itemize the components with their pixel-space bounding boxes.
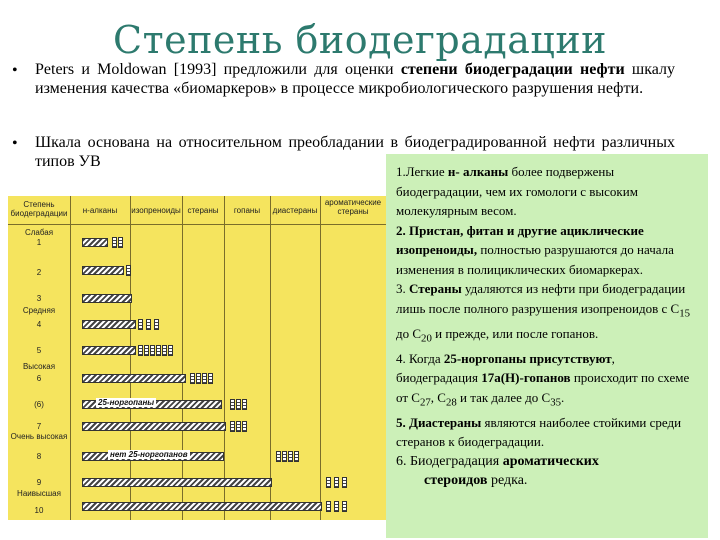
peak-mark bbox=[342, 477, 347, 488]
grid-line bbox=[270, 196, 271, 520]
peak-mark bbox=[126, 265, 131, 276]
peak-mark bbox=[138, 345, 143, 356]
bar-label-no-25-norhopanes: нет 25-норгопанов bbox=[110, 450, 188, 459]
peak-mark bbox=[334, 477, 339, 488]
peak-mark bbox=[190, 373, 195, 384]
peak-mark bbox=[118, 237, 123, 248]
degradation-bar bbox=[82, 320, 136, 329]
row-label-highest: Наивысшая bbox=[17, 489, 61, 498]
grid-line bbox=[70, 196, 71, 520]
row-number: 8 bbox=[36, 452, 42, 461]
peak-mark bbox=[242, 421, 247, 432]
note-4: 4. Когда 25-норгопаны присутствуют, биодеградация 17a(H)-гопанов происходит по схеме от $С_{27}$, $С_{28}$ и так далее до $С_{35}$. bbox=[396, 350, 690, 409]
note-6-cont: стероидов редка. bbox=[424, 473, 528, 489]
row-label-medium: Средняя bbox=[22, 306, 56, 315]
peak-mark bbox=[242, 399, 247, 410]
row-label-weak: Слабая bbox=[24, 228, 54, 237]
peak-mark bbox=[138, 319, 143, 330]
peak-mark bbox=[294, 451, 299, 462]
peak-mark bbox=[144, 345, 149, 356]
peak-mark bbox=[230, 421, 235, 432]
bar-label-25-norhopanes: 25-норгопаны bbox=[98, 398, 155, 407]
bullet-marker: • bbox=[12, 62, 18, 79]
row-number: 6 bbox=[36, 374, 42, 383]
header-n-alkanes: н-алканы bbox=[82, 206, 118, 215]
grid-line bbox=[130, 196, 131, 520]
bullet-text-2: Шкала основана на относительном преобладании в биодеградированной нефти различных типов УВ bbox=[35, 134, 675, 170]
degradation-bar bbox=[82, 422, 226, 431]
peak-mark bbox=[156, 345, 161, 356]
slide-title: Степень биодеградации bbox=[113, 18, 607, 62]
header-steranes: стераны bbox=[187, 206, 219, 215]
peak-mark bbox=[276, 451, 281, 462]
degradation-bar bbox=[82, 266, 124, 275]
header-diasteranes: диастераны bbox=[272, 206, 318, 215]
degradation-bar bbox=[82, 478, 272, 487]
row-number: 1 bbox=[36, 238, 42, 247]
row-number: 9 bbox=[36, 478, 42, 487]
peak-mark bbox=[150, 345, 155, 356]
note-2: 2. Пристан, фитан и другие ациклические изопреноиды, полностью разрушаются до начала изменения в полициклических биомаркерах. bbox=[396, 222, 674, 277]
peak-mark bbox=[146, 319, 151, 330]
peak-mark bbox=[168, 345, 173, 356]
peak-mark bbox=[236, 399, 241, 410]
degradation-bar bbox=[82, 238, 108, 247]
degradation-bar bbox=[82, 294, 132, 303]
header-aromatic-steranes: ароматические стераны bbox=[324, 198, 382, 216]
row-number: 2 bbox=[36, 268, 42, 277]
row-number: 4 bbox=[36, 320, 42, 329]
row-number: 10 bbox=[34, 506, 44, 515]
peak-mark bbox=[202, 373, 207, 384]
note-5: 5. Диастераны являются наиболее стойкими среди стеранов к биодеградации. bbox=[396, 414, 682, 450]
bullet-marker: • bbox=[12, 135, 18, 152]
note-6: 6. Биодеградация ароматических bbox=[396, 453, 599, 469]
peak-mark bbox=[342, 501, 347, 512]
bullet-text-1: Peters и Moldowan [1993] предложили для оценки степени биодеградации нефти шкалу изменения качества «биомаркеров» в процессе микробиологического разрушения нефти. bbox=[35, 61, 676, 97]
header-hopanes: гопаны bbox=[233, 206, 261, 215]
peak-mark bbox=[282, 451, 287, 462]
row-number: 5 bbox=[36, 346, 42, 355]
grid-line bbox=[8, 224, 388, 225]
peak-mark bbox=[230, 399, 235, 410]
row-number: 7 bbox=[36, 422, 42, 431]
peak-mark bbox=[162, 345, 167, 356]
grid-line bbox=[320, 196, 321, 520]
peak-mark bbox=[196, 373, 201, 384]
degradation-bar bbox=[82, 374, 186, 383]
grid-line bbox=[182, 196, 183, 520]
peak-mark bbox=[288, 451, 293, 462]
peak-mark bbox=[208, 373, 213, 384]
header-isoprenoids: изопреноиды bbox=[131, 206, 181, 215]
note-1: 1.Легкие н- алканы более подвержены биодеградации, чем их гомологи с высоким молекулярным весом. bbox=[396, 164, 638, 218]
degradation-bar bbox=[82, 346, 136, 355]
biodegradation-scale-chart bbox=[8, 196, 388, 520]
peak-mark bbox=[334, 501, 339, 512]
row-number: 3 bbox=[36, 294, 42, 303]
row-number: (6) bbox=[34, 400, 44, 409]
degradation-bar bbox=[82, 502, 322, 511]
note-3: 3. Стераны удаляются из нефти при биодеградации лишь после полного разрушения изопреноидов с $С_{15}$ до $С_{20}$ и прежде, или после гопанов. bbox=[396, 281, 691, 345]
header-degree: Степень биодеградации bbox=[10, 200, 68, 218]
notes-box bbox=[386, 154, 708, 538]
peak-mark bbox=[326, 477, 331, 488]
peak-mark bbox=[112, 237, 117, 248]
peak-mark bbox=[154, 319, 159, 330]
row-label-high: Высокая bbox=[22, 362, 56, 371]
peak-mark bbox=[326, 501, 331, 512]
row-label-very-high: Очень высокая bbox=[10, 432, 68, 441]
peak-mark bbox=[236, 421, 241, 432]
grid-line bbox=[224, 196, 225, 520]
